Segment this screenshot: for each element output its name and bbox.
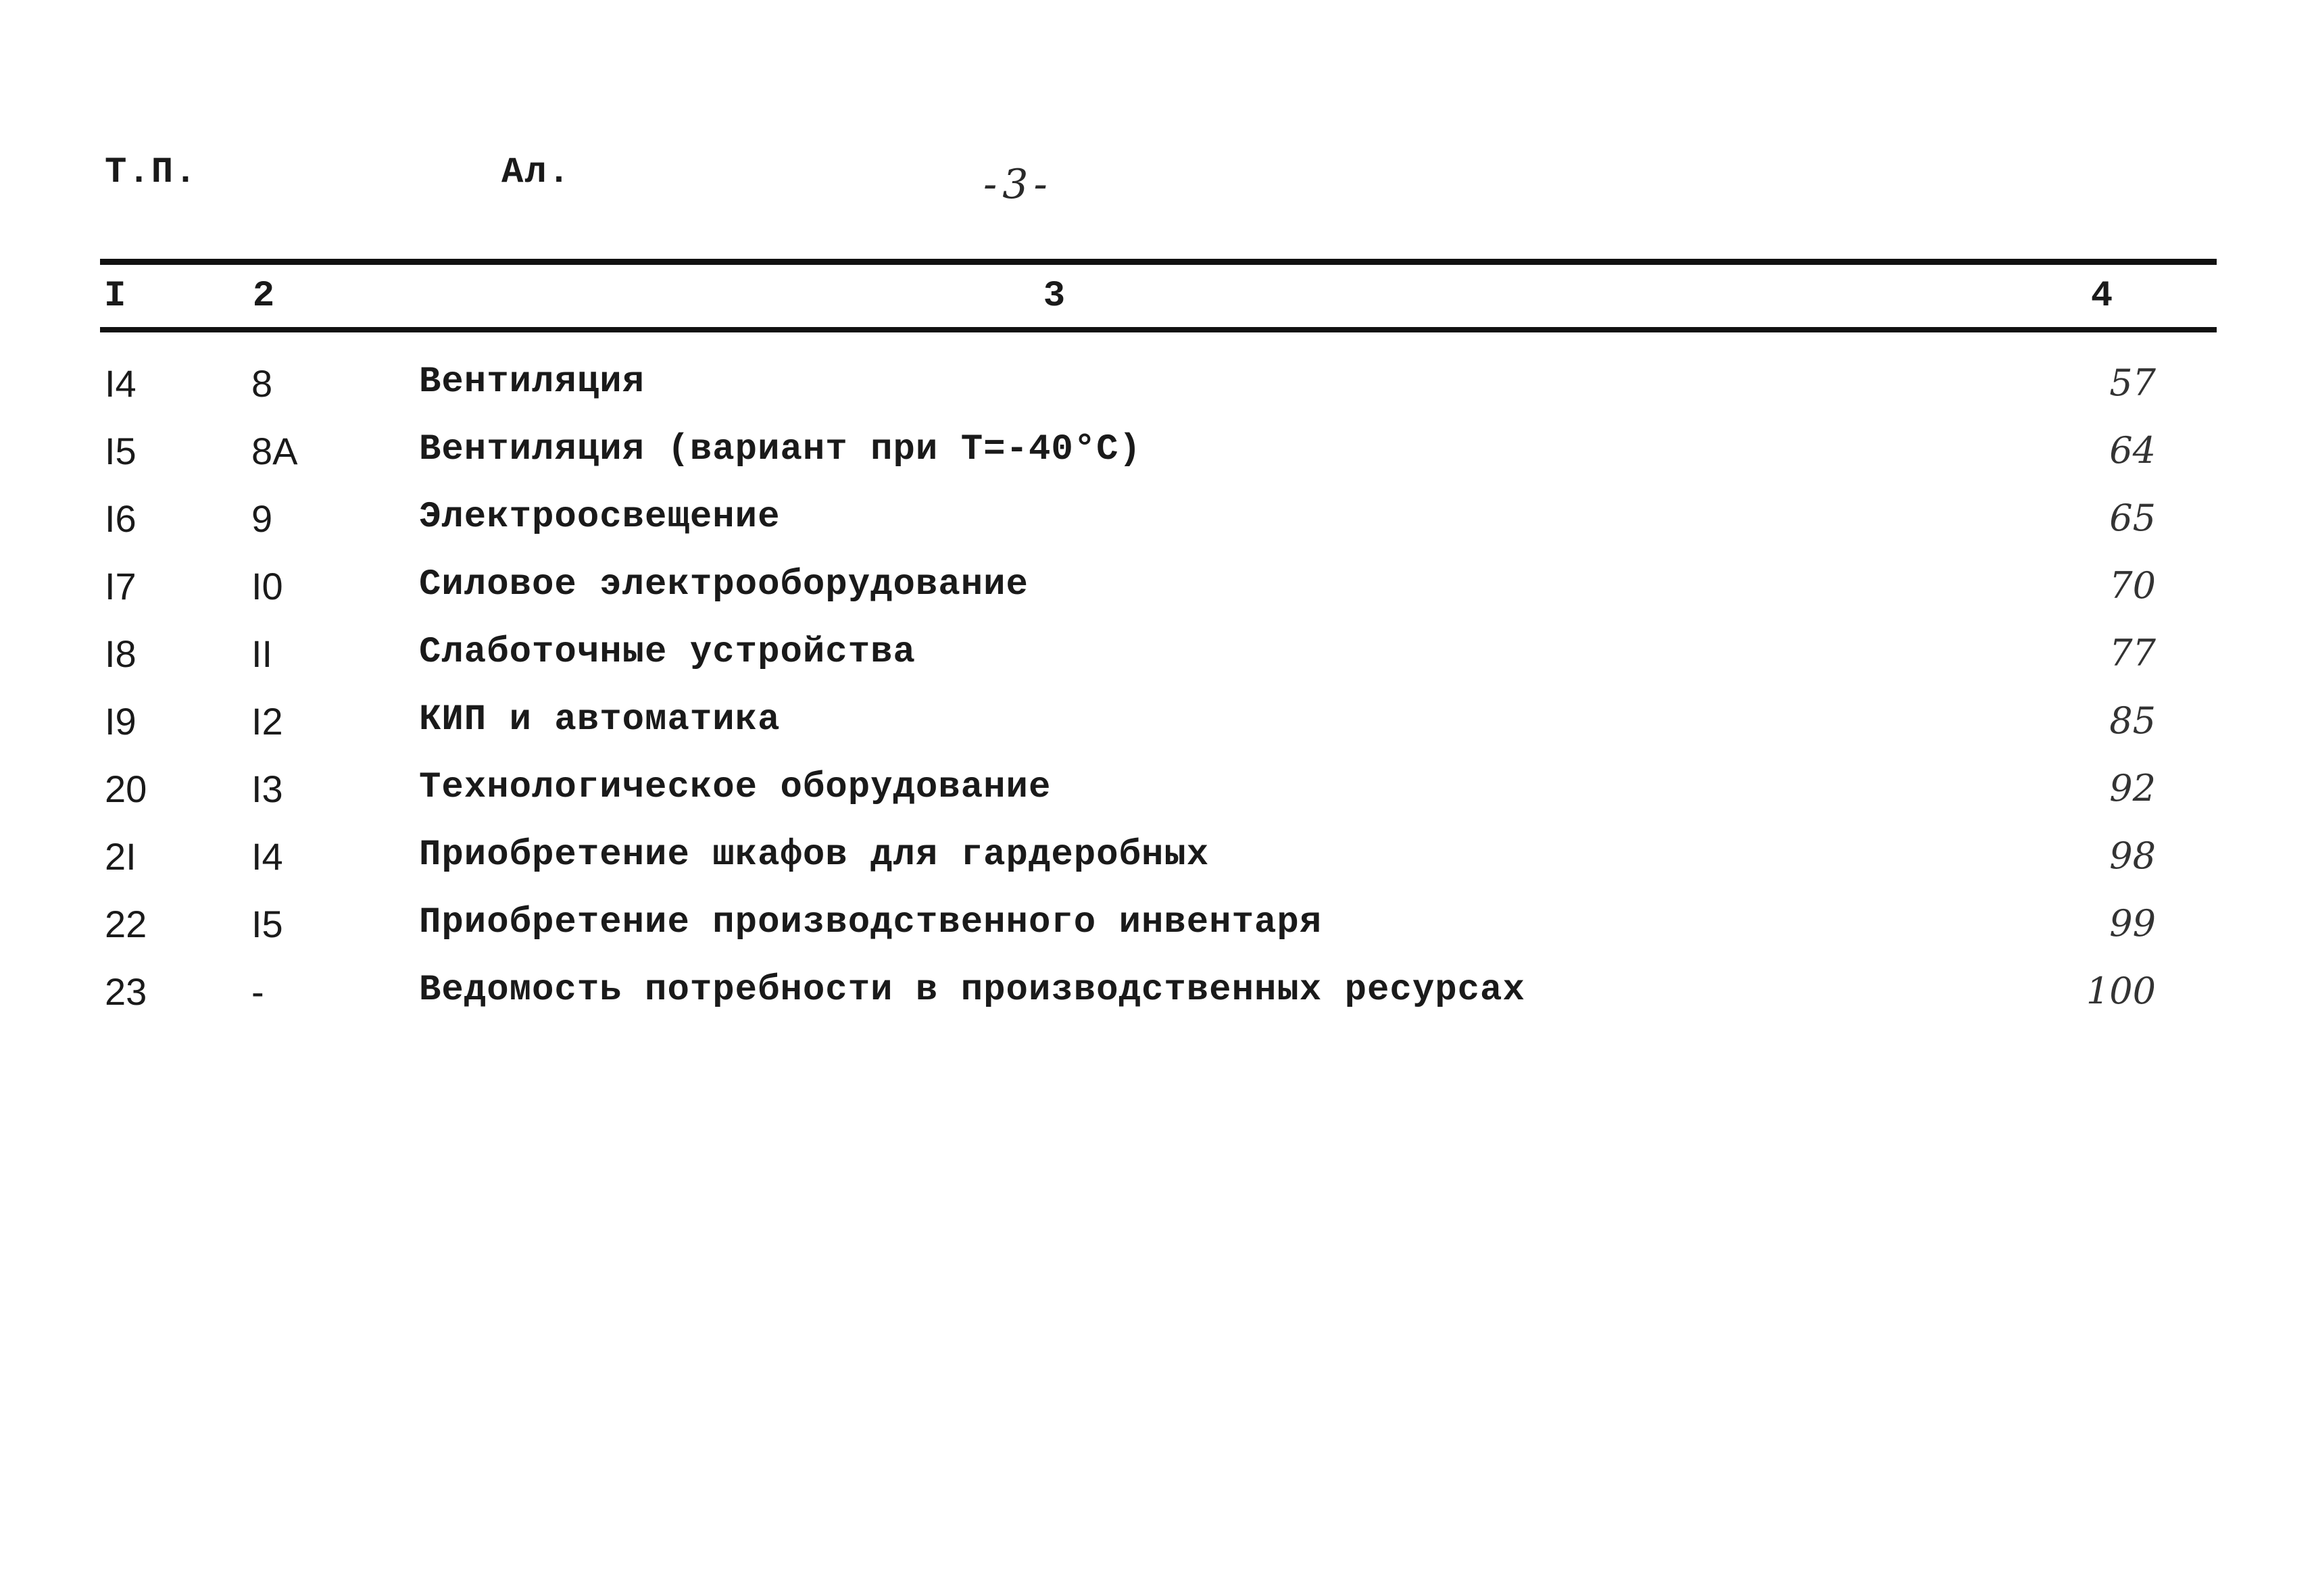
section-title: Технологическое оборудование xyxy=(419,767,1052,808)
table-row xyxy=(0,361,2314,429)
section-number: I5 xyxy=(251,903,283,945)
column-header-3: 3 xyxy=(1043,276,1066,317)
section-title: Вентиляция (вариант при Т=-40°С) xyxy=(419,429,1141,470)
section-title: Вентиляция xyxy=(419,361,645,403)
table-row xyxy=(0,834,2314,902)
table-header-rule xyxy=(100,327,2217,332)
section-title: Силовое электрооборудование xyxy=(419,564,1029,605)
row-number: I7 xyxy=(105,565,137,607)
table-row xyxy=(0,632,2314,699)
section-number: I4 xyxy=(251,835,283,878)
section-number: 9 xyxy=(251,497,273,540)
row-number: I4 xyxy=(105,362,137,405)
table-row xyxy=(0,429,2314,497)
column-header-1: I xyxy=(104,276,126,317)
page-reference: 65 xyxy=(2109,497,2156,539)
page-reference: 92 xyxy=(2109,767,2156,809)
section-title: КИП и автоматика xyxy=(419,699,781,741)
column-header-4: 4 xyxy=(2090,276,2113,317)
section-title: Электроосвещение xyxy=(419,497,781,538)
page-reference: 100 xyxy=(2086,970,2156,1012)
row-number: 20 xyxy=(105,768,147,810)
section-number: I2 xyxy=(251,700,283,743)
row-number: 23 xyxy=(105,970,147,1013)
table-row xyxy=(0,564,2314,632)
table-top-rule xyxy=(100,259,2217,265)
document-code: Т.П. xyxy=(105,152,198,193)
row-number: 22 xyxy=(105,903,147,945)
section-number: I3 xyxy=(251,768,283,810)
row-number: 2I xyxy=(105,835,137,878)
section-title: Ведомость потребности в производственных ресурсах xyxy=(419,970,1525,1011)
section-title: Слаботочные устройства xyxy=(419,632,916,673)
section-number: 8 xyxy=(251,362,273,405)
page-reference: 99 xyxy=(2109,902,2156,945)
table-row xyxy=(0,767,2314,834)
section-number: I0 xyxy=(251,565,283,607)
row-number: I6 xyxy=(105,497,137,540)
table-row xyxy=(0,902,2314,970)
page-reference: 64 xyxy=(2109,429,2156,472)
section-title: Приобретение производственного инвентаря xyxy=(419,902,1323,943)
page-reference: 57 xyxy=(2109,361,2156,404)
section-number: II xyxy=(251,632,273,675)
page-reference: 98 xyxy=(2109,834,2156,877)
page-reference: 85 xyxy=(2109,699,2156,742)
row-number: I9 xyxy=(105,700,137,743)
section-title: Приобретение шкафов для гардеробных xyxy=(419,834,1210,876)
table-row xyxy=(0,699,2314,767)
page-reference: 77 xyxy=(2109,632,2156,674)
table-row xyxy=(0,970,2314,1037)
section-number: - xyxy=(251,970,264,1013)
page-reference: 70 xyxy=(2109,564,2156,607)
row-number: I8 xyxy=(105,632,137,675)
page-number: -3- xyxy=(983,161,1053,208)
table-row xyxy=(0,497,2314,564)
row-number: I5 xyxy=(105,430,137,472)
section-number: 8А xyxy=(251,430,298,472)
album-label: Ал. xyxy=(501,152,572,193)
column-header-2: 2 xyxy=(252,276,275,317)
